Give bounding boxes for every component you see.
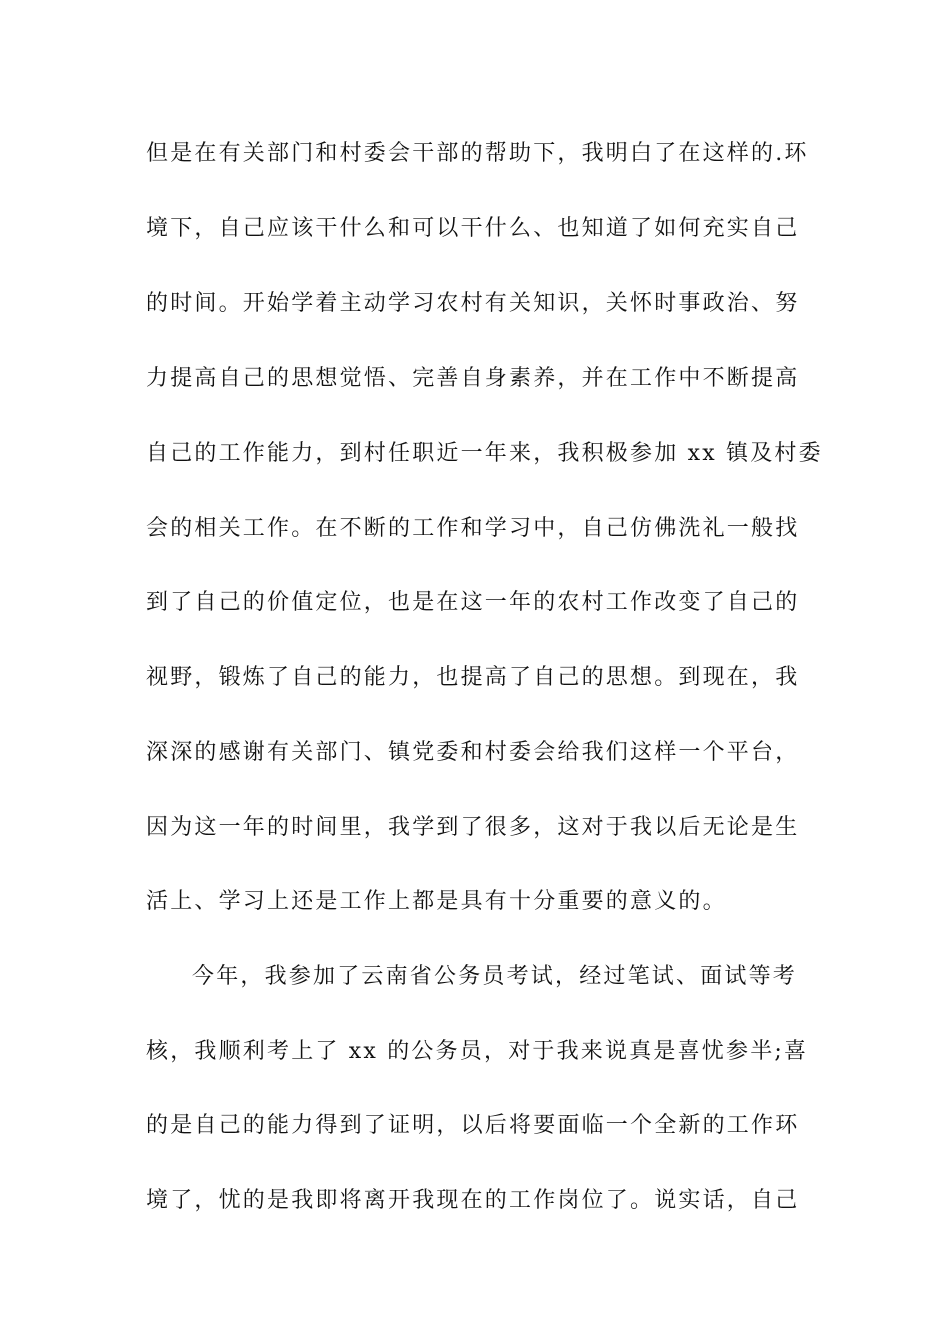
text-line: 境下，自己应该干什么和可以干什么、也知道了如何充实自己 — [146, 216, 800, 241]
text-line: 自己的工作能力，到村任职近一年来，我积极参加 xx 镇及村委 — [146, 441, 823, 466]
text-line: 力提高自己的思想觉悟、完善自身素养，并在工作中不断提高 — [146, 366, 800, 391]
text-line: 因为这一年的时间里，我学到了很多，这对于我以后无论是生 — [146, 815, 800, 840]
text-line: 视野，锻炼了自己的能力，也提高了自己的思想。到现在，我 — [146, 665, 800, 690]
text-line: 今年，我参加了云南省公务员考试，经过笔试、面试等考 — [192, 964, 798, 989]
text-line: 的时间。开始学着主动学习农村有关知识，关怀时事政治、努 — [146, 291, 800, 316]
text-line: 深深的感谢有关部门、镇党委和村委会给我们这样一个平台， — [146, 740, 800, 765]
text-line: 境了，忧的是我即将离开我现在的工作岗位了。说实话，自己 — [146, 1188, 800, 1213]
text-line: 活上、学习上还是工作上都是具有十分重要的意义的。 — [146, 889, 727, 914]
text-line: 的是自己的能力得到了证明，以后将要面临一个全新的工作环 — [146, 1113, 800, 1138]
text-line: 核，我顺利考上了 xx 的公务员，对于我来说真是喜忧参半;喜 — [146, 1039, 809, 1064]
text-line: 会的相关工作。在不断的工作和学习中，自己仿佛洗礼一般找 — [146, 516, 800, 541]
text-line: 到了自己的价值定位，也是在这一年的农村工作改变了自己的 — [146, 590, 800, 615]
text-line: 但是在有关部门和村委会干部的帮助下，我明白了在这样的.环 — [146, 141, 809, 166]
